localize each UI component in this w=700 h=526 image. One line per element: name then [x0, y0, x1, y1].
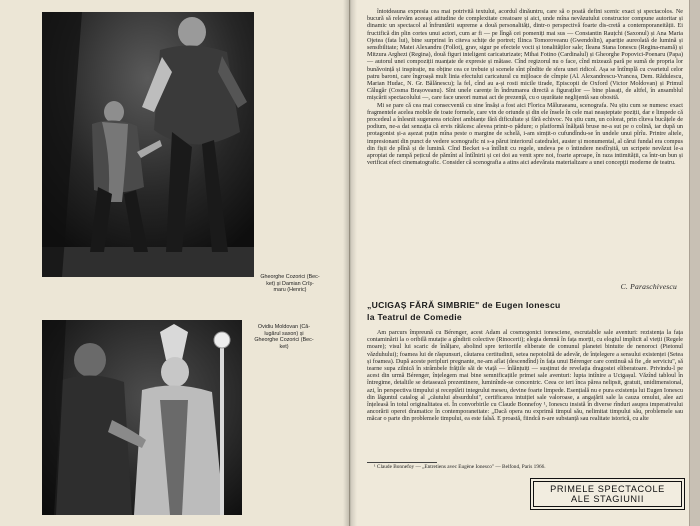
ionesco-article [367, 330, 683, 424]
headline-line-2: la Teatrul de Comedie [367, 312, 462, 322]
stage-photo-bottom-image [42, 320, 242, 515]
article-headline [367, 299, 683, 323]
caption-line: ket) și Damian Crîș- [266, 280, 314, 287]
headline-line-1: „UCIGAȘ FĂRĂ SIMBRIE" de Eugen Ionescu [367, 300, 561, 310]
caption-line: Gheorghe Cozorici (Bec- [254, 337, 314, 344]
caption-line: Gheorghe Cozorici (Bec- [260, 274, 320, 280]
review-article-continued [367, 9, 683, 167]
caption-line: maru (Henric) [273, 287, 307, 294]
caption-line: ket) [279, 343, 289, 350]
stage-photo-bottom [42, 320, 242, 515]
photo-caption-bottom [246, 324, 322, 350]
article-paragraph: Mi se pare că cea mai consecventă cu sine însăși a fost aici Florica Măluraeanu, scenografa. Nu știu cum se numesc exact fragmentele acelea mobile de toate formele, care vin de oriunde și din ele însele în cele mai neașteptate poziții, dar e limpede că procedeul a înlesnit sugerarea oricărei ambianțe fără dificultate și fără echivoc. Nu știu cum, un colorat, prin cîteva bucățele de podium, ne-a dat senzația că ervis rătăcesc alevea printr-o pădure; o platformă înălțată bruse ne-a sut pe o colină, iar după un protagonist și-a așezat puțin mîna peste o margine de schelă, i-am simțit-o cufundîndu-se în undele unui pîrîu. Printre altele, impresionant din punct de vedere scenografic ni s-a părut interiorul catedralei, auster și monumental, al cărui fundal era compus din fișii de plînă și de lumină. Cînd Becket s-a întîlnit cu regele, undeva pe o întindere nesfîrșită, un scripete nevăzut le-a apropiat de rampă pețicul de pămînt al întîlnirii și cei doi au venit spre noi, foarte aproape, în raza intimității, ca într-un bun și verificat efect cinematografic. Consider că scenografia a atins aici adevărata materializare a unei concepții moderne de teatru. [367, 102, 683, 167]
section-banner [530, 478, 685, 510]
stage-photo-top [42, 12, 254, 277]
footnote-divider [367, 462, 437, 463]
section-banner-frame [533, 481, 682, 507]
article-paragraph: întotdeauna expresia cea mai potrivită textului, acordul dinăuntru, care să o poată defini scenic exact și spectacolos. Ne bucură să relevăm aceeași atitudine de complexitate creatoare și aici, unde mîna nevăzutului constructor compune autoritar și dinamic un spectacol al înfruntării supreme a două personalități, dintr-o perspectivă foarte dis-cretă a contemporaneității. Ei fructifică din plin cortes unui actori, cum ar fi — pe lîngă cei pomeniți mai sus — Constantin Rauțchi (Saxonul) și Ana Maria Ojetea (fata lui), bine surprinsi în citeva schițe de portret; Ilinca Tomoroveanu (Gwendolin), apariție aureolată de lumină și sensibilitate; Matei Alexandru (Follot), grav, sigur pe efectele vocii și tonalităților sale; Ileana Stana Ionescu (Regina-mamă) și Mitzura Arghezi (Regina), două figuri inteligent caricaturizate; Mihai Fotino (Cardinalul) și Gheorghe Popovici-Poenaru (Papa) — autorul unei compoziții nuanțate de expresie și mătase. Cînd regizorul nu o face, cînd mizează pară pe sumă de propria lor bunăvoință și inspirație, nu obține cea ce trebuie și scenele sînt pîndite de sfera unei ridicol. Așa se întîmplă cu cvartetul celor patru baroni, care îngroașă mult linia efectului caricatural cu mijloace de cîmpie (Al. Alexandrescu-Vrancea, Dem. Rădulescu, Marian Hudac, N. Gr. Bălănescu); la fel, cînd au a-și rosti micile tirade, Episcopii de Oxford (Victor Moldovan) și Primul Călugăr (Cosma Brașoveanu). Sînt unele carențe în îndrumarea directă a figuraților — bine plasați, de altfel, în ansamblul mișcării spectacolului —, care face uneori numai act de prezență, cu o ușurătate neglijentă sau obosită. [367, 9, 683, 102]
caption-line: Ovidiu Moldovan (Că- [257, 324, 311, 330]
banner-line-2: ALE STAGIUNII [571, 494, 644, 504]
banner-line-1: PRIMELE SPECTACOLE [550, 483, 665, 494]
stage-photo-top-image [42, 12, 254, 277]
author-signature: C. Paraschivescu [620, 282, 677, 291]
article-paragraph: Am parcurs împreună cu Bérenger, acest Adam al cosmogonici ionesciene, escrutabile sale aventuri: rezistența la fața contaminării la o oribilă mutație a gîndirii colective (Rinocerii); elegia demnă în fața morții, cu elogiul implicit al vieții (Regele moare); visul lui scaric de înălțare, abolind spre teritoriile eliberate de comunul planetei bintuite de nenoroci (Pietonul văzduhului); foamea lui de răspunsuri, căutarea certitudinii, setea nepotolită de adevăr, de înțelegere a sensului existenței (Setea și foamea). După aceste peripluri pregnante, ne-am aflat (descendînd) în fața unui Bérenger care continuă să fie „de serviciu", să tearne supa zilnică în strâmbele frățiile săi de viață — înlănțuiți — susținut de revelația dragostei eliberatoare. Privindu-l pe acest din urmă Bérenger, înțelegem mai bine semnificațiile primei sale aventuri: lupta intînire a Ucigașul. Văzînd tabloul în întregime, detaliile se detasează prezentinere, luminînde-se concentric. Ceea ce ieri înca părea nelipsit, gratuit, unidimensional, azi, în perspectiva timpului și receptării integrului meseu, devine foarte limpede. Esențială nu e pura existența lui Eugen Ionescu din lăguntul catalog al „căutului absurdului", certificarea intuiției sale valoroase, a angajării sale la cauza omului, alee azi înțeleasă în totul originalitatea ei. În convorbirile cu Claude Bonnefoy ¹, Ionescu insistă în diverse rînduri asupra imperativului ancorării operei dramatice în contemporaneitate: „Dacă opera nu exprimă timpul său, nelimitat timpului său, problemele sau măcar o parte din problemele timpului, ea este falsă. E proastă, fiindcă n-are substanță sau realitate istorică, cu alte [367, 330, 683, 423]
right-page [350, 0, 700, 526]
page-edge [689, 0, 700, 526]
photo-caption-top [258, 274, 322, 294]
caption-line: lugărul saxon) și [264, 330, 304, 337]
footnote: ¹ Claude Bonnefoy — „Entretiens avec Eugène Ionesco" — Belfond, Paris 1966. [374, 464, 546, 470]
